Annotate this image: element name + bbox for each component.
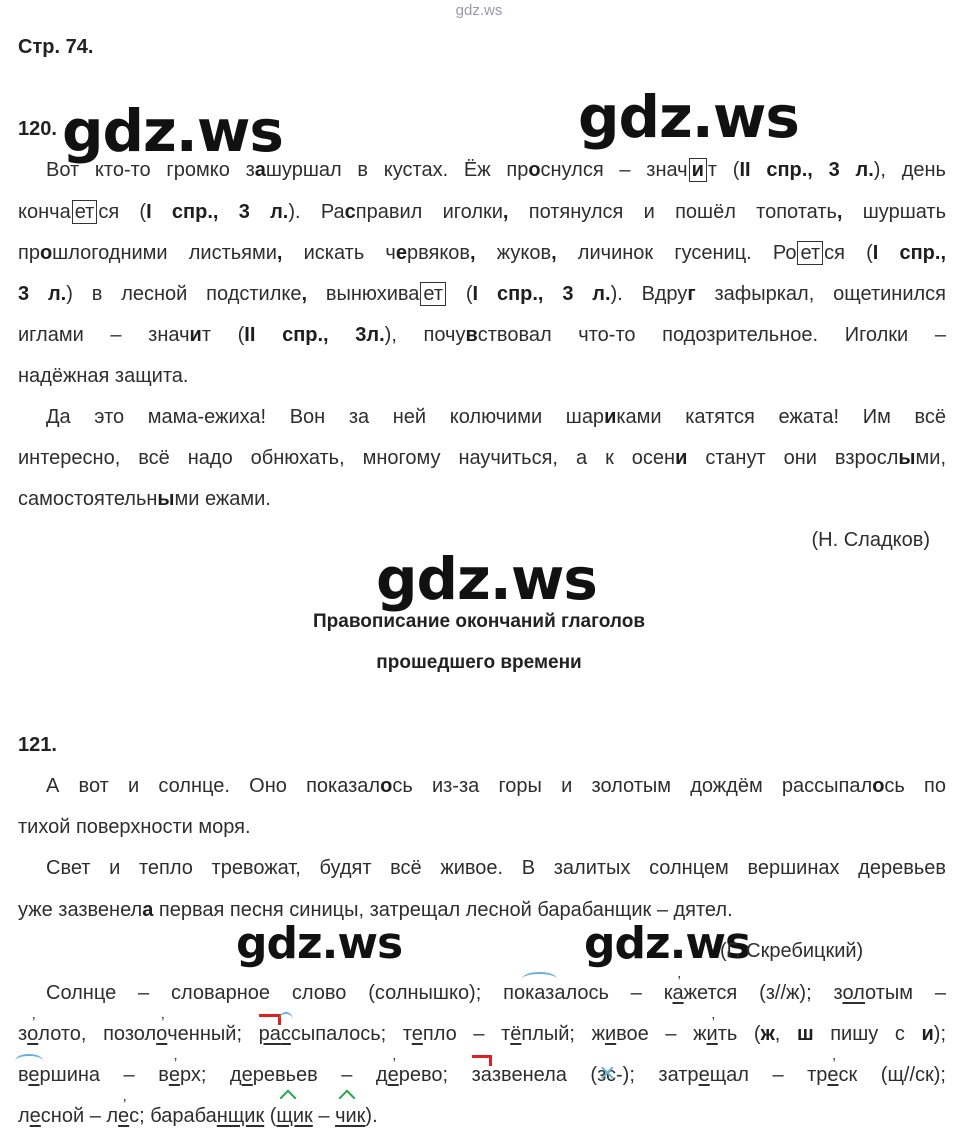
suffix-mark: чик — [335, 1105, 366, 1127]
text-line: тихой поверхности моря. — [18, 816, 251, 838]
root-arc: каз — [525, 982, 555, 1004]
ending-box: ет — [420, 282, 446, 306]
section-heading: Правописание окончаний глаголов — [312, 611, 646, 632]
text-line: 3 л.) в лесной подстилке, вынюхива ет (I спр., 3 л.). Вдруг зафыркал, ощетинился — [18, 283, 946, 305]
ending-box: ет — [72, 200, 98, 224]
analysis-line: зо ’лото, позоло ’ченный; рассыпалось; тепло – тёплый; живое – жи ’ть (ж, ш пишу с и); — [18, 1022, 946, 1046]
author-attribution: (Г. Скребицкий) — [720, 940, 864, 962]
suffix-mark: щик — [276, 1105, 313, 1127]
analysis-line: лесной – ле ’с; барабанщик (щик – чик). — [18, 1104, 946, 1128]
text-line: интересно, всё надо обнюхать, многому научиться, а к осени станут они взрослыми, — [18, 447, 946, 469]
text-line: иглами – значит (II спр., 3л.), почувствовал что-то подозрительное. Иголки – — [18, 324, 946, 346]
prefix-mark: ра — [258, 1023, 281, 1045]
text-line: Да это мама-ежиха! Вон за ней колючими шариками катятся ежата! Им всё — [46, 406, 946, 428]
top-watermark: gdz.ws — [455, 2, 503, 19]
text-line: уже зазвенела первая песня синицы, затрещал лесной барабанщик – дятел. — [18, 899, 733, 921]
root-arc: с — [280, 1023, 291, 1045]
ending-box: ет — [797, 241, 823, 265]
analysis-line: вершина – ве ’рх; деревьев – де ’рево; зазвенела (зс ×-); затрещал – тре ’ск (щ//ск); — [18, 1063, 946, 1087]
watermark-logo: gdz.ws — [584, 918, 751, 969]
watermark-logo: gdz.ws — [376, 545, 597, 613]
watermark-logo: gdz.ws — [62, 97, 283, 165]
exercise-number-120: 120. — [18, 118, 57, 140]
text-line: Свет и тепло тревожат, будят всё живое. В залитых солнцем вершинах деревьев — [46, 857, 946, 879]
text-line: Вот кто-то громко зашуршал в кустах. Ёж проснулся – знач и т (II спр., 3 л.), день — [46, 159, 946, 181]
page-reference: Стр. 74. — [18, 36, 94, 58]
text-line: А вот и солнце. Оно показалось из-за горы и золотым дождём рассыпалось по — [46, 775, 946, 797]
section-heading: прошедшего времени — [376, 652, 582, 673]
ending-box: и — [689, 158, 707, 182]
watermark-logo: gdz.ws — [236, 918, 403, 969]
text-line: прошлогодними листьями, искать червяков, жуков, личинок гусениц. Ро ет ся (I спр., — [18, 242, 947, 264]
text-line: надёжная защита. — [18, 365, 189, 387]
root-arc: ве — [18, 1064, 40, 1086]
text-line: конча ет ся (I спр., 3 л.). Расправил иголки, потянулся и пошёл топотать, шуршать — [18, 201, 947, 223]
prefix-mark: за — [471, 1064, 492, 1086]
crossed-prefix: зс × — [597, 1063, 616, 1087]
author-attribution: (Н. Сладков) — [811, 529, 930, 551]
text-line: самостоятельными ежами. — [18, 488, 271, 510]
analysis-line: Солнце – словарное слово (солнышко); показалось – ка ’жется (з//ж); золотым – — [46, 981, 946, 1005]
watermark-logo: gdz.ws — [578, 83, 799, 151]
exercise-number-121: 121. — [18, 734, 57, 756]
